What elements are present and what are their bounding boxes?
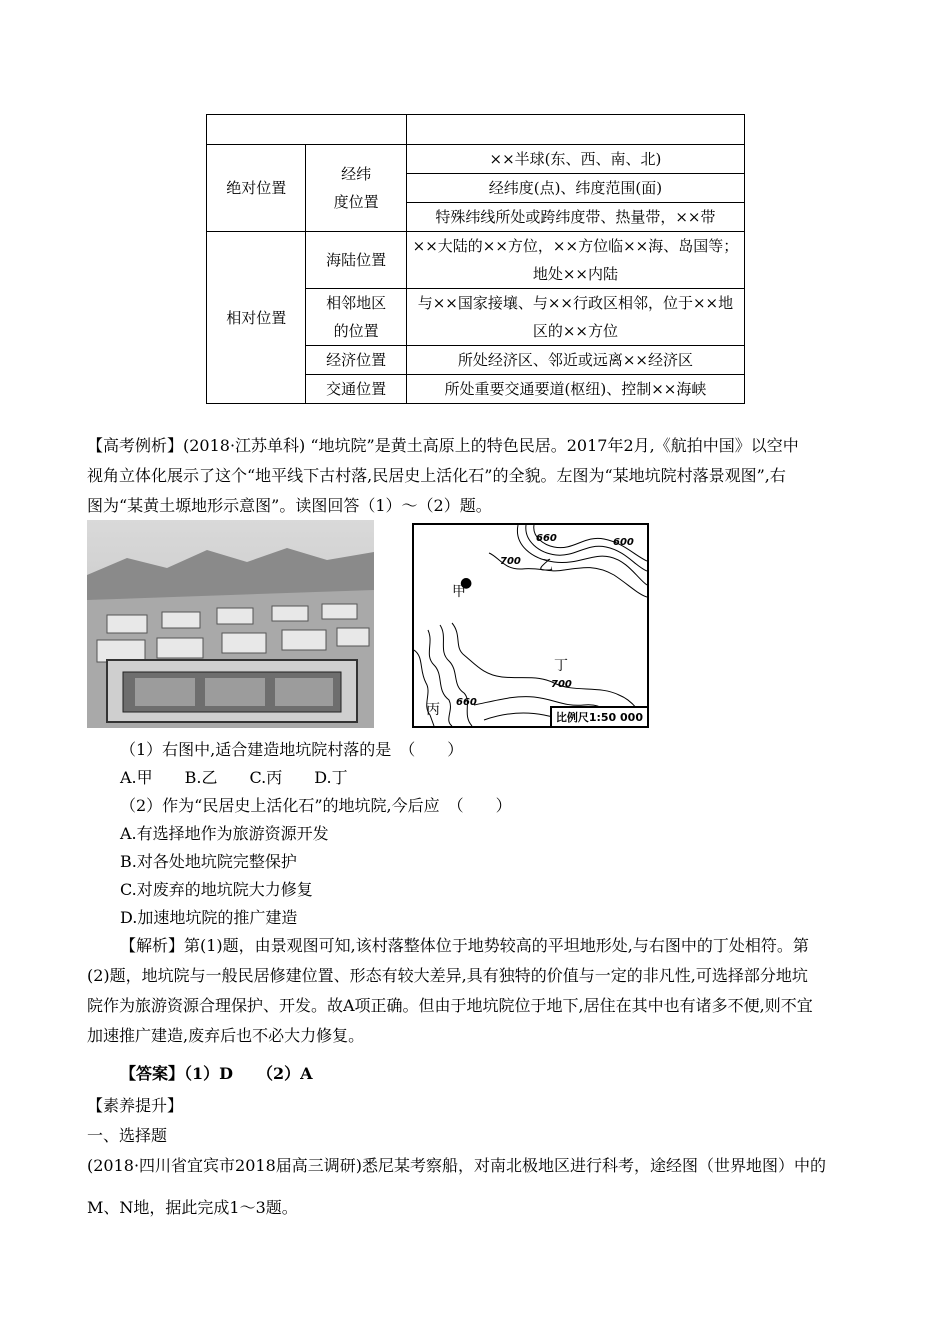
section-subtitle: 一、选择题 (87, 1126, 168, 1145)
point-label-jia: 甲 (452, 584, 466, 600)
contour-label: 700 (500, 556, 521, 567)
point-label-bing: 丙 (426, 702, 440, 718)
analysis-line-2: (2)题，地坑院与一般民居修建位置、形态有较大差异,具有独特的价值与一定的非凡性,可选择部分地坑 (87, 966, 808, 985)
table-cell: 交通位置 (306, 375, 406, 404)
table-cell: 所处重要交通要道(枢纽)、控制××海峡 (406, 375, 744, 404)
section-intro-line-1: (2018·四川省宜宾市2018届高三调研)悉尼某考察船，对南北极地区进行科考，途经图（世界地图）中的 (87, 1156, 827, 1175)
example-line-3: 图为“某黄土塬地形示意图”。读图回答（1）～（2）题。 (87, 496, 492, 515)
point-label-ding: 丁 (554, 658, 568, 674)
analysis-line-3: 院作为旅游资源合理保护、开发。故A项正确。但由于地坑院位于地下,居住在其中也有诸多不便,则不宜 (87, 996, 813, 1015)
contour-label: 700 (551, 679, 572, 690)
answer: 【答案】（1）D （2）A (120, 1064, 313, 1083)
relative-position-label: 相对位置 (207, 232, 306, 404)
analysis-line-1: 【解析】第(1)题，由景观图可知,该村落整体位于地势较高的平坦地形处,与右图中的丁处相符。第 (120, 936, 809, 955)
table-header-left (207, 115, 407, 145)
question-2-option-c: C.对废弃的地坑院大力修复 (120, 880, 313, 899)
question-2-option-b: B.对各处地坑院完整保护 (120, 852, 297, 871)
location-table (206, 114, 745, 404)
contour-label: 600 (613, 537, 634, 548)
contour-label: 660 (456, 697, 477, 708)
table-header-right (406, 115, 744, 145)
point-dot-icon: ● (460, 575, 473, 591)
example-line-2: 视角立体化展示了这个“地平线下古村落,民居史上活化石”的全貌。左图为“某地坑院村落景观图”,右 (87, 466, 786, 485)
question-2-option-a: A.有选择地作为旅游资源开发 (120, 824, 329, 843)
table-cell: ××大陆的××方位，××方位临××海、岛国等；地处××内陆 (406, 232, 744, 289)
question-1: （1）右图中,适合建造地坑院村落的是 （ ） (120, 740, 464, 759)
lat-lon-position-label: 经纬 度位置 (306, 145, 406, 232)
table-cell: 海陆位置 (306, 232, 406, 289)
section-intro-line-2: M、N地，据此完成1～3题。 (87, 1198, 298, 1217)
table-cell: 所处经济区、邻近或远离××经济区 (406, 346, 744, 375)
absolute-position-label: 绝对位置 (207, 145, 306, 232)
village-landscape-photo (87, 520, 374, 728)
map-scale: 比例尺1:50 000 (550, 706, 647, 726)
table-cell: 特殊纬线所处或跨纬度带、热量带，××带 (406, 203, 744, 232)
contour-label: 660 (536, 533, 557, 544)
point-label-yi: 乙 (539, 558, 553, 574)
contour-map (412, 523, 649, 728)
analysis-line-4: 加速推广建造,废弃后也不必大力修复。 (87, 1026, 365, 1045)
table-cell: 相邻地区 的位置 (306, 289, 406, 346)
question-1-options: A.甲 B.乙 C.丙 D.丁 (120, 768, 348, 787)
question-2-option-d: D.加速地坑院的推广建造 (120, 908, 298, 927)
example-line-1: 【高考例析】(2018·江苏单科) “地坑院”是黄土高原上的特色民居。2017年2月,《航拍中国》以空中 (87, 436, 799, 455)
table-cell: 与××国家接壤、与××行政区相邻，位于××地区的××方位 (406, 289, 744, 346)
question-2: （2）作为“民居史上活化石”的地坑院,今后应 （ ） (120, 796, 512, 815)
table-cell: ××半球(东、西、南、北) (406, 145, 744, 174)
section-title: 【素养提升】 (87, 1096, 184, 1115)
table-cell: 经济位置 (306, 346, 406, 375)
table-cell: 经纬度(点)、纬度范围(面) (406, 174, 744, 203)
